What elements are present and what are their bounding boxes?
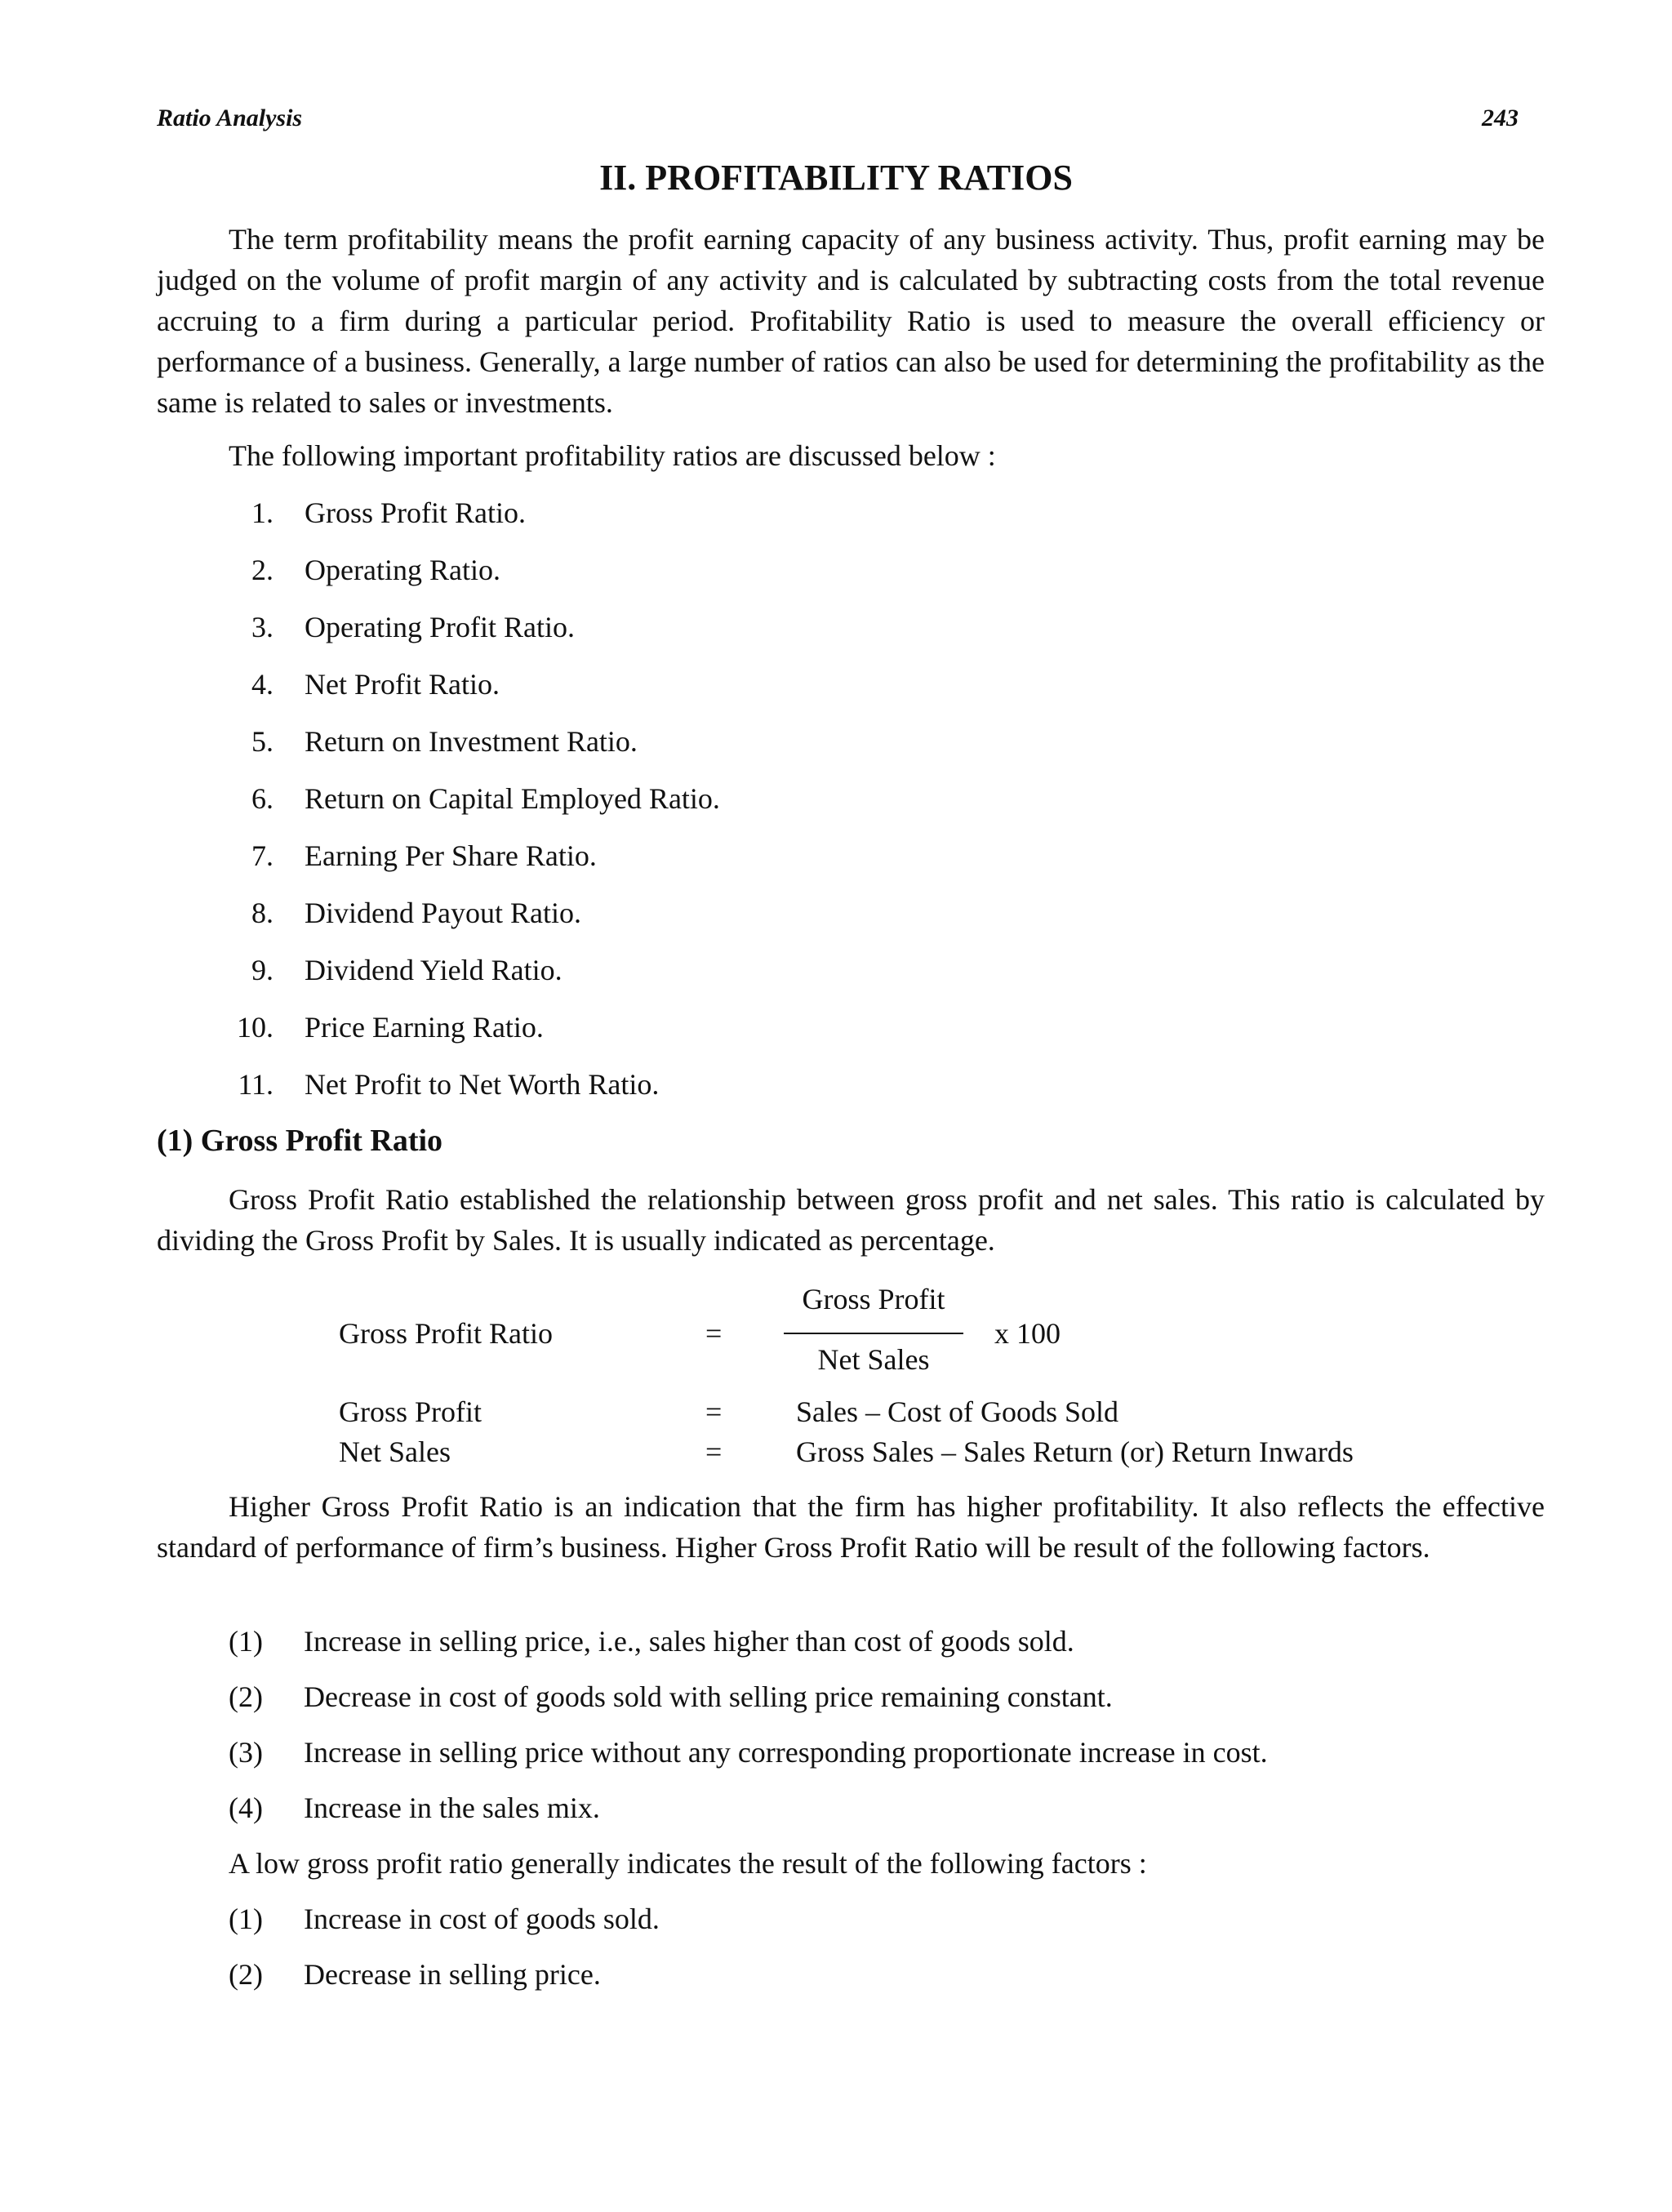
subsection-title: (1) Gross Profit Ratio xyxy=(157,1124,443,1158)
formula-ns-rhs: Gross Sales – Sales Return (or) Return Inwards xyxy=(796,1435,1354,1468)
gpr-paragraph: Gross Profit Ratio established the relationship between gross profit and net sales. This ratio is calculated by dividing the Gross Profit by Sales. It is usually indicated as percentage. xyxy=(157,1183,1545,1257)
list-item-number: (2) xyxy=(229,1680,263,1713)
list-item-number: 10. xyxy=(237,1011,273,1044)
list-item-text: Operating Ratio. xyxy=(305,554,500,586)
list-item-text: Earning Per Share Ratio. xyxy=(305,839,597,872)
list-item-number: 2. xyxy=(251,554,273,586)
fraction-numerator: Gross Profit xyxy=(802,1283,945,1315)
list-item-number: 9. xyxy=(251,954,273,986)
intro-paragraph: The term profitability means the profit earning capacity of any business activity. Thus, profit earning may be judged on the volume of profit margin of any activity and is calculated by subtracting costs from the total revenue accruing to a firm during a particular period. Profitability Ratio is used to measure the overall efficiency or performance of a business. Generally, a large number of ratios can also be used for determining the profitability as the same is related to sales or investments. xyxy=(157,223,1545,419)
section-title: II. PROFITABILITY RATIOS xyxy=(599,158,1073,198)
list-item-text: Operating Profit Ratio. xyxy=(305,611,575,643)
list-item-text: Decrease in selling price. xyxy=(304,1958,601,1991)
list-item-text: Net Profit to Net Worth Ratio. xyxy=(305,1068,660,1101)
list-item-number: (1) xyxy=(229,1903,263,1935)
list-item-number: (1) xyxy=(229,1625,263,1658)
list-item-number: 1. xyxy=(251,496,273,529)
fraction-denominator: Net Sales xyxy=(817,1343,930,1376)
formula-gp-label: Gross Profit xyxy=(339,1395,482,1428)
equals-sign: = xyxy=(705,1435,723,1468)
list-item-text: Net Profit Ratio. xyxy=(305,668,500,701)
list-item-text: Return on Capital Employed Ratio. xyxy=(305,782,720,815)
list-item-number: 3. xyxy=(251,611,273,643)
list-intro: The following important profitability ratios are discussed below : xyxy=(229,439,996,472)
list-item-text: Decrease in cost of goods sold with selling price remaining constant. xyxy=(304,1680,1113,1713)
list-item-number: (2) xyxy=(229,1958,263,1991)
list-item-text: Increase in cost of goods sold. xyxy=(304,1903,660,1935)
list-item-text: Return on Investment Ratio. xyxy=(305,725,638,758)
list-item-number: (4) xyxy=(229,1791,263,1824)
list-item-text: Increase in the sales mix. xyxy=(304,1791,600,1824)
list-item-number: 6. xyxy=(251,782,273,815)
running-title: Ratio Analysis xyxy=(157,105,303,131)
list-item-number: 8. xyxy=(251,897,273,929)
list-item-text: Price Earning Ratio. xyxy=(305,1011,544,1044)
list-item-text: Dividend Payout Ratio. xyxy=(305,897,581,929)
list-item-text: Increase in selling price without any corresponding proportionate increase in cost. xyxy=(304,1736,1268,1769)
list-item-text: Dividend Yield Ratio. xyxy=(305,954,563,986)
formula-gp-rhs: Sales – Cost of Goods Sold xyxy=(796,1395,1119,1428)
formula-ns-label: Net Sales xyxy=(339,1435,451,1468)
list-item-number: 5. xyxy=(251,725,273,758)
equals-sign: = xyxy=(705,1317,723,1350)
formula-gpr-label: Gross Profit Ratio xyxy=(339,1317,554,1350)
page-number: 243 xyxy=(1482,105,1519,131)
low-intro: A low gross profit ratio generally indicates the result of the following factors : xyxy=(229,1847,1147,1880)
list-item-number: 7. xyxy=(251,839,273,872)
higher-paragraph: Higher Gross Profit Ratio is an indication that the firm has higher profitability. It also reflects the effective standard of performance of firm’s business. Higher Gross Profit Ratio will be result of the following factors. xyxy=(157,1490,1545,1564)
equals-sign: = xyxy=(705,1395,723,1428)
list-item-number: 4. xyxy=(251,668,273,701)
formula-multiplier: x 100 xyxy=(994,1317,1061,1350)
list-item-number: (3) xyxy=(229,1736,263,1769)
fraction-bar xyxy=(784,1333,963,1334)
list-item-text: Increase in selling price, i.e., sales higher than cost of goods sold. xyxy=(304,1625,1074,1658)
list-item-text: Gross Profit Ratio. xyxy=(305,496,527,529)
list-item-number: 11. xyxy=(238,1068,273,1101)
